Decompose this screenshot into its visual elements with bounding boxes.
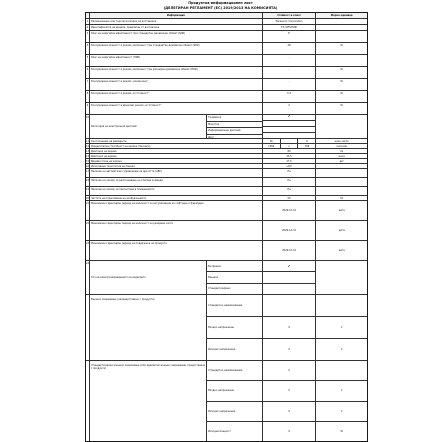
table-row: 22 Минимален гарантиран период на наличност на резервни части 2029-12-31 дата (86, 221, 367, 241)
info-table (85, 12, 368, 442)
table-row: 23 Минимален гарантиран период на поддръжка на продукта 2029-12-31 дата (86, 241, 367, 261)
table-row: 14 Диагонал на екрана 31.5 инча (86, 154, 367, 159)
col-info: Информация (90, 13, 263, 18)
table-row: 8 Консумирана мощност в режим „в готовност“ 0.3 W (86, 91, 367, 103)
table-row: 16 Използвана технология на панела LCD (86, 164, 367, 169)
table-row: 6 Консумирана мощност в режим „включено“ при расширен динамичен обхват (HDR) - W (86, 67, 367, 79)
col-value: Стойност и класс (263, 13, 317, 18)
table-row: 15 Видима площ на екрана 27.5 дм² (86, 159, 367, 164)
table-row: 18 Наличие на сензор за разпознаване на гласова команда Не (86, 178, 367, 187)
external-supply-row: Външно захранване (непредоставено с продукта) Стандартно наименование Входно напрежение Изходно напрежение 0 0 V V (86, 295, 367, 361)
category-row: 10 Категория на електронния дисплей Телевизор Монитор Информационен дисплей Друг ✔ (86, 115, 367, 139)
table-row: 3 Клас на енергийна ефективност при стандартен динамичен обхват (SDR) E (86, 31, 367, 43)
table-row: 21 Минимален гарантиран период на наличност на актуализации за софтуера и фърмуера 2029-12-31 дата (86, 201, 367, 221)
table-row: 9 Консумирана мощност в мрежови режим „в готовност“ 2 W (86, 103, 367, 115)
sheet-header (0, 1, 441, 10)
checkbox-internal: ✔ (263, 261, 316, 272)
header-title: Продуктов информационен лист (188, 1, 253, 5)
table-row: 7 Консумирана мощност в режим „изключено“ - W (86, 79, 367, 91)
table-row: 13 Диагонал на екрана 80 см (86, 149, 367, 154)
col-unit: Мерна единица (316, 13, 367, 18)
table-row: 20 Честота на опресняване на изображението 50 Hz (86, 196, 367, 201)
checkbox-tv: ✔ (263, 115, 316, 121)
table-row: 12 Разделителна способност на екрана (пиксели) 1366 x 768 пиксели (86, 144, 367, 149)
table-row: 19 Наличие на сензор за присъствие в помещението Не (86, 187, 367, 196)
power-supply-row: 24 Тип на електрозахранването на изделието Вътрешно Външно Стандартизирано ✔ (86, 261, 367, 295)
table-row: 11 Съотношение на размерите 16 : 9 цяло число (86, 139, 367, 144)
table-row: 5 Клас на енергийна ефективност (HDR) - (86, 55, 367, 67)
table-row: 4 Консумирана мощност в режим „включено“ при стандартен динамичен обхват (SDR) 28 W (86, 43, 367, 55)
table-row: 2 Идентификатор на модела, предлаган от доставчика TX-32FS350E (86, 25, 367, 31)
table-row: 17 Наличие на автоматично управление на яркостта (ABC) Не (86, 169, 367, 178)
header-subtitle: (ДЕЛЕГИРАН РЕГЛАМЕНТ (ЕС) 2019/2013 НА КОМИСИЯТА) (163, 5, 278, 10)
standard-supply-row: Стандартизирано външно захранване (или адекватно външно захранване, предоставено с продукта) Стандартно наименование Входно напрежение Изходно напрежение Изходна мощност 0 0 0 0 V V W (86, 361, 367, 441)
table-row: 1 Наименование или търговска марка на доставчика Panasonic Corporation (86, 19, 367, 25)
